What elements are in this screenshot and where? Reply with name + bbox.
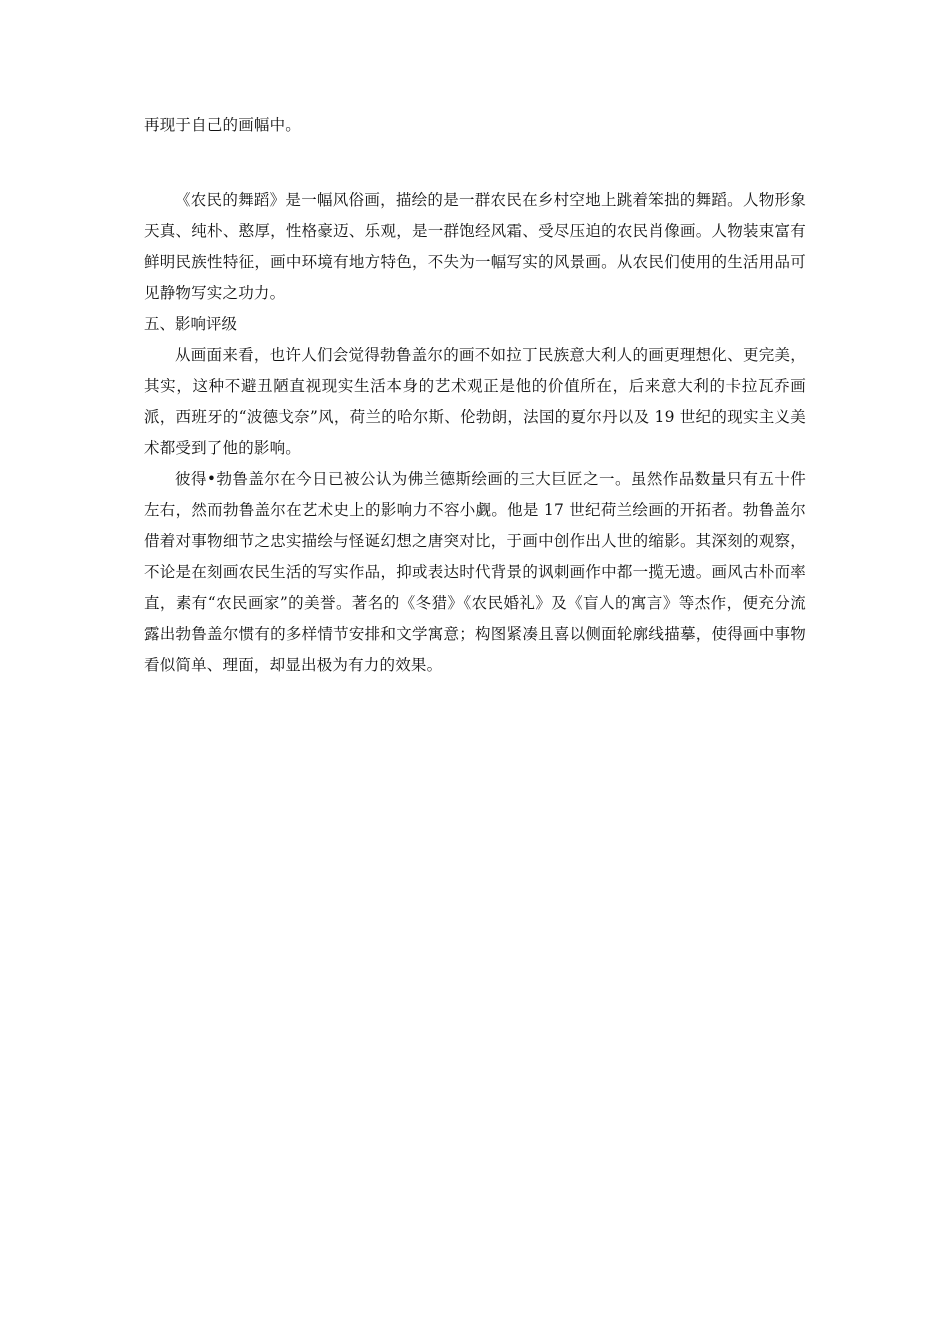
document-body: [144, 110, 806, 681]
paragraph-master: 彼得•勃鲁盖尔在今日已被公认为佛兰德斯绘画的三大巨匠之一。虽然作品数量只有五十件左右，然而勃鲁盖尔在艺术史上的影响力不容小觑。他是 17 世纪荷兰绘画的开拓者。勃鲁盖尔借着对事物细节之忠实描绘与怪诞幻想之唐突对比，于画中创作出人世的缩影。其深刻的观察，不论是在刻画农民生活的写实作品，抑或表达时代背景的讽刺画作中都一揽无遗。画风古朴而率直，素有“农民画家”的美誉。著名的《冬猎》《农民婚礼》及《盲人的寓言》等杰作，便充分流露出勃鲁盖尔惯有的多样情节安排和文学寓意；构图紧凑且喜以侧面轮廓线描摹，使得画中事物看似简单、理面，却显出极为有力的效果。: [144, 470, 806, 674]
continuation-text: 再现于自己的画幅中。: [144, 116, 302, 134]
section-heading: 五、影响评级: [144, 315, 238, 333]
paragraph-influence: 从画面来看，也许人们会觉得勃鲁盖尔的画不如拉丁民族意大利人的画更理想化、更完美，其实，这种不避丑陋直视现实生活本身的艺术观正是他的价值所在，后来意大利的卡拉瓦乔画派，西班牙的“波德戈奈”风，荷兰的哈尔斯、伦勃朗，法国的夏尔丹以及 19 世纪的现实主义美术都受到了他的影响。: [144, 346, 806, 457]
paragraph-peasant-dance: 《农民的舞蹈》是一幅风俗画，描绘的是一群农民在乡村空地上跳着笨拙的舞蹈。人物形象天真、纯朴、憨厚，性格豪迈、乐观，是一群饱经风霜、受尽压迫的农民肖像画。人物装束富有鲜明民族性特征，画中环境有地方特色，不失为一幅写实的风景画。从农民们使用的生活用品可见静物写实之功力。: [144, 191, 806, 302]
paragraph-spacer: [144, 141, 806, 185]
